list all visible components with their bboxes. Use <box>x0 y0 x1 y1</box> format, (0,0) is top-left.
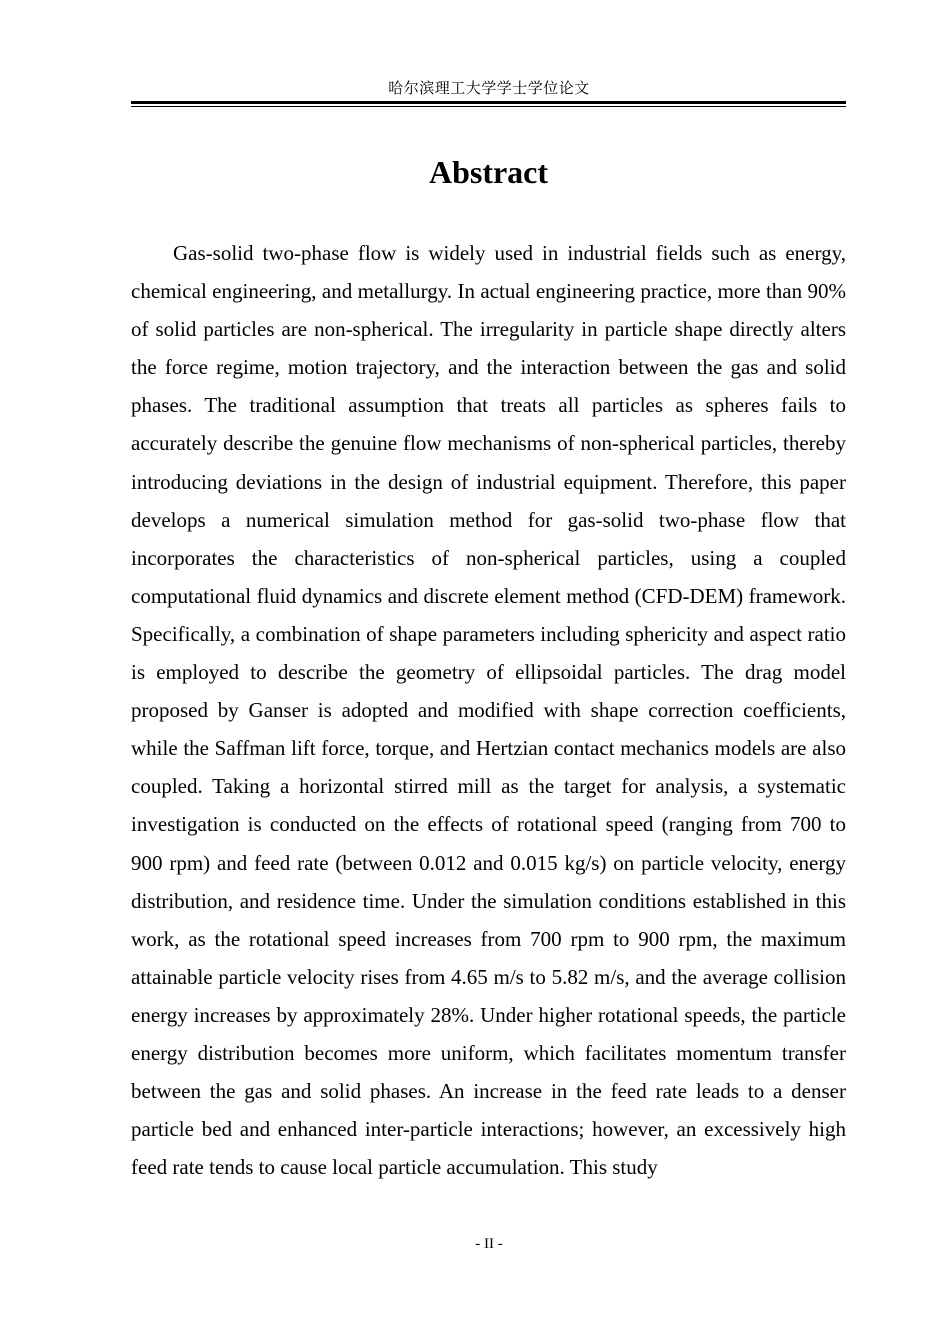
running-header: 哈尔滨理工大学学士学位论文 <box>388 79 590 97</box>
header-rule-thick <box>131 101 846 104</box>
header-rule-thin <box>131 106 846 107</box>
page-number: - II - <box>475 1236 503 1252</box>
page-title: Abstract <box>428 154 549 190</box>
abstract-paragraph: Gas-solid two-phase flow is widely used in industrial fields such as energy, chemical engineering, and metallurgy. In actual engineering practice, more than 90% of solid particles are non-spherical. The irregularity in particle shape directly alters the force regime, motion trajectory, and the interaction between the gas and solid phases. The traditional assumption that treats all particles as spheres fails to accurately describe the genuine flow mechanisms of non-spherical particles, thereby introducing deviations in the design of industrial equipment. Therefore, this paper develops a numerical simulation method for gas-solid two-phase flow that incorporates the characteristics of non-spherical particles, using a coupled computational fluid dynamics and discrete element method (CFD-DEM) framework. Specifically, a combination of shape parameters including sphericity and aspect ratio is employed to describe the geometry of ellipsoidal particles. The drag model proposed by Ganser is adopted and modified with shape correction coefficients, while the Saffman lift force, torque, and Hertzian contact mechanics models are also coupled. Taking a horizontal stirred mill as the target for analysis, a systematic investigation is conducted on the effects of rotational speed (ranging from 700 to 900 rpm) and feed rate (between 0.012 and 0.015 kg/s) on particle velocity, energy distribution, and residence time. Under the simulation conditions established in this work, as the rotational speed increases from 700 rpm to 900 rpm, the maximum attainable particle velocity rises from 4.65 m/s to 5.82 m/s, and the average collision energy increases by approximately 28%. Under higher rotational speeds, the particle energy distribution becomes more uniform, which facilitates momentum transfer between the gas and solid phases. An increase in the feed rate leads to a denser particle bed and enhanced inter-particle interactions; however, an excessively high feed rate tends to cause local particle accumulation. This study <box>131 241 846 1180</box>
